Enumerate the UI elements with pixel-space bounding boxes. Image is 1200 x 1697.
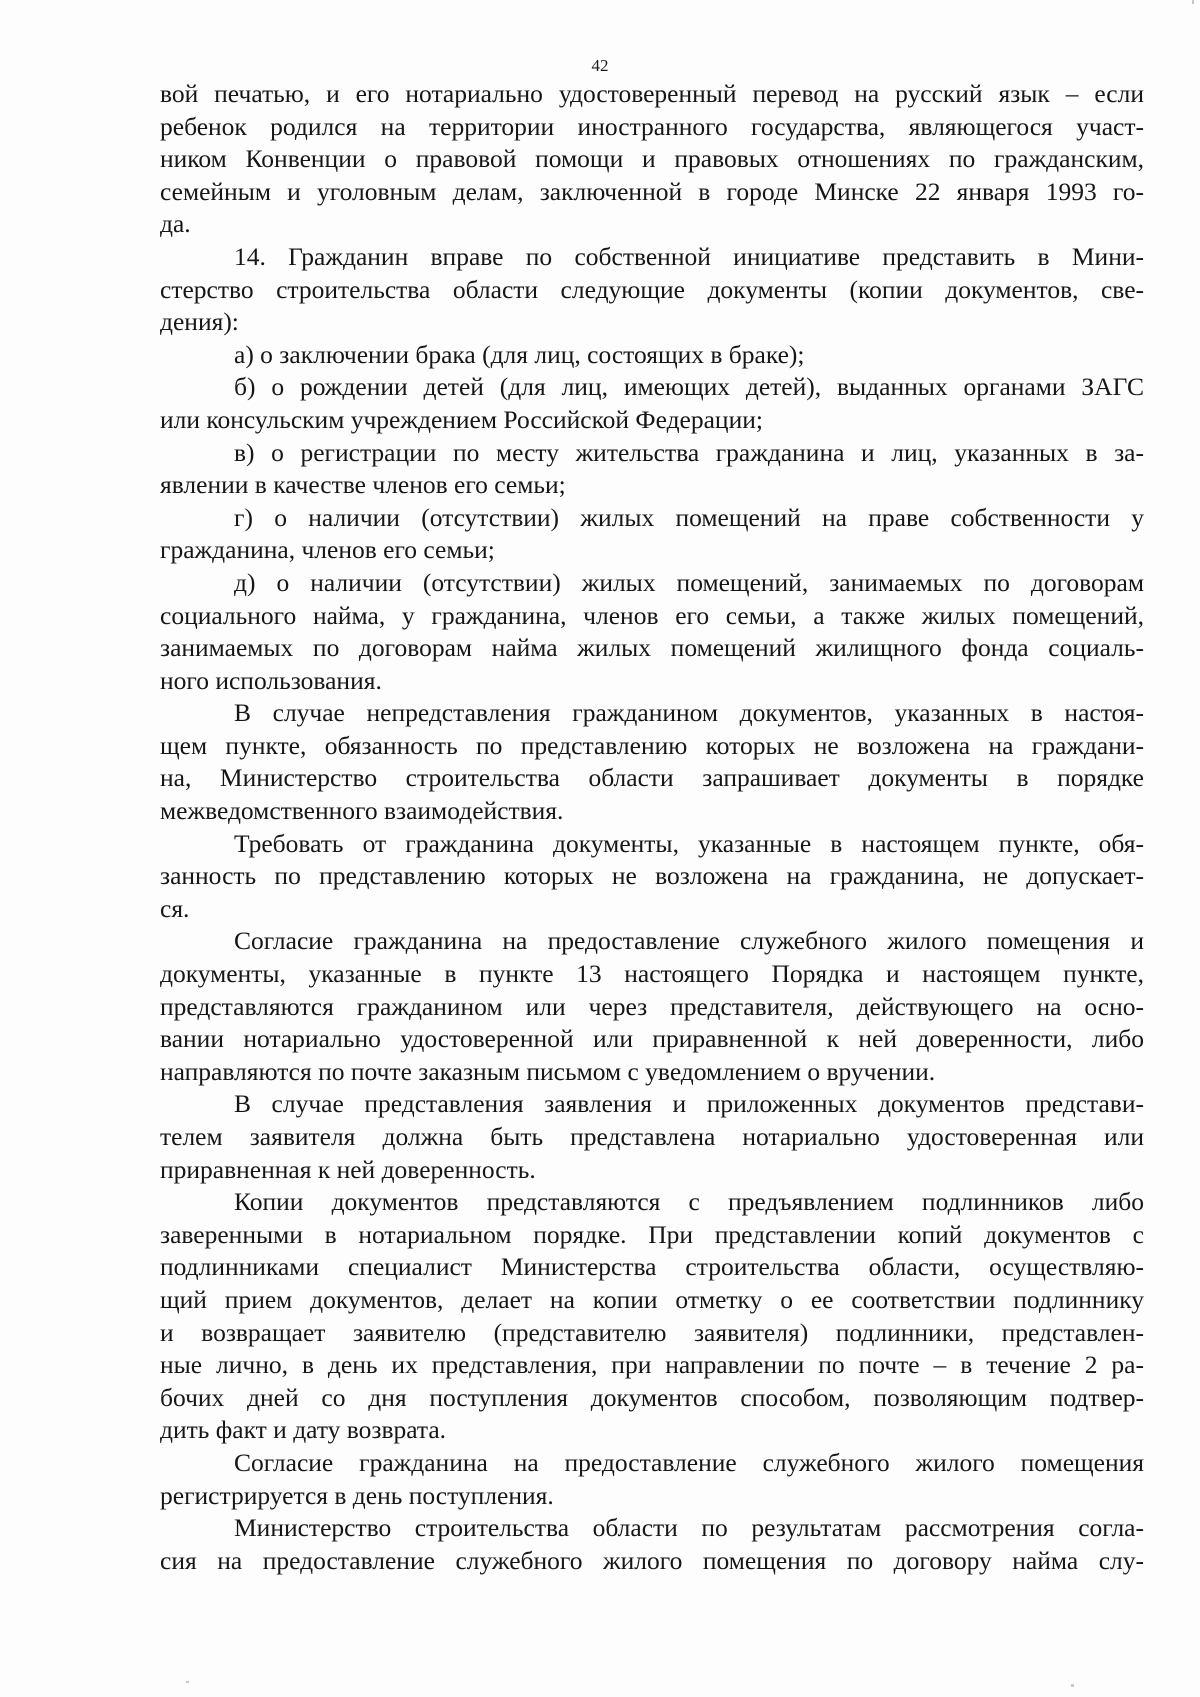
text-line: занность по представлению которых не возложена на гражданина, не допускает-: [160, 861, 1144, 891]
text-line: б) о рождении детей (для лиц, имеющих детей), выданных органами ЗАГС: [234, 372, 1144, 402]
text-line: Министерство строительства области по результатам рассмотрения согла-: [234, 1513, 1144, 1543]
scan-artifact-top-right: [1192, 0, 1194, 4]
text-line: телем заявителя должна быть представлена нотариально удостоверенная или: [160, 1122, 1144, 1151]
text-line: представляются гражданином или через представителя, действующего на осно-: [160, 991, 1144, 1021]
text-line: бочих дней со дня поступления документов способом, позволяющим подтвер-: [160, 1382, 1144, 1412]
scan-artifact-bottom-left: [186, 1681, 189, 1683]
text-line: на, Министерство строительства области запрашивает документы в порядке: [160, 763, 1144, 793]
text-line: социального найма, у гражданина, членов его семьи, а также жилых помещений,: [160, 600, 1144, 630]
paragraph: [160, 925, 1144, 1088]
text-line: дить факт и дату возврата.: [160, 1415, 447, 1445]
text-line: щий прием документов, делает на копии отметку о ее соответствии подлиннику: [160, 1284, 1144, 1314]
text-line: ного использования.: [160, 665, 382, 695]
text-line: дения):: [160, 307, 239, 337]
paragraph: [160, 828, 1144, 926]
text-line: регистрируется в день поступления.: [160, 1480, 554, 1510]
text-line: Согласие гражданина на предоставление служебного жилого помещения и: [234, 926, 1144, 956]
text-line: Согласие гражданина на предоставление служебного жилого помещения: [234, 1447, 1144, 1477]
text-line: 14. Гражданин вправе по собственной инициативе представить в Мини-: [234, 241, 1144, 271]
text-line: направляются по почте заказным письмом с уведомлением о вручении.: [160, 1056, 936, 1086]
page-number: 42: [591, 56, 609, 75]
text-line: стерство строительства области следующие документы (копии документов, све-: [160, 274, 1144, 304]
paragraph: [160, 502, 1144, 567]
text-line: явлении в качестве членов его семьи;: [160, 470, 566, 500]
text-line: вании нотариально удостоверенной или приравненной к ней доверенности, либо: [160, 1024, 1144, 1054]
paragraph: [160, 437, 1144, 502]
paragraph: [160, 1088, 1144, 1186]
text-line: г) о наличии (отсутствии) жилых помещений на праве собственности у: [234, 502, 1144, 532]
document-body: [160, 78, 1144, 1577]
text-line: гражданина, членов его семьи;: [160, 535, 495, 565]
text-line: да.: [160, 209, 191, 239]
paragraph: [160, 339, 1144, 372]
text-line: сия на предоставление служебного жилого помещения по договору найма слу-: [160, 1545, 1144, 1575]
text-line: в) о регистрации по месту жительства гражданина и лиц, указанных в за-: [234, 437, 1144, 467]
scan-artifact-bottom-right: [1071, 1684, 1074, 1687]
text-line: В случае непредставления гражданином документов, указанных в настоя-: [234, 698, 1144, 728]
text-line: ся.: [160, 893, 190, 923]
text-line: щем пункте, обязанность по представлению которых не возложена на граждани-: [160, 730, 1144, 760]
paragraph: [160, 1186, 1144, 1447]
paragraph: [160, 697, 1144, 827]
paragraph: [160, 1512, 1144, 1577]
text-line: ные лично, в день их представления, при направлении по почте – в течение 2 ра-: [160, 1350, 1144, 1380]
text-line: ником Конвенции о правовой помощи и правовых отношениях по гражданским,: [160, 144, 1144, 174]
text-line: подлинниками специалист Министерства строительства области, осуществляю-: [160, 1252, 1144, 1282]
text-line: или консульским учреждением Российской Федерации;: [160, 404, 763, 434]
text-line: документы, указанные в пункте 13 настоящего Порядка и настоящем пункте,: [160, 959, 1144, 989]
text-line: ребенок родился на территории иностранного государства, являющегося участ-: [160, 111, 1144, 141]
text-line: заверенными в нотариальном порядке. При представлении копий документов с: [160, 1219, 1144, 1249]
text-line: межведомственного взаимодействия.: [160, 796, 564, 826]
paragraph: [160, 1447, 1144, 1512]
paragraph: [160, 567, 1144, 697]
text-line: приравненная к ней доверенность.: [160, 1154, 536, 1184]
paragraph: [160, 78, 1144, 241]
paragraph: [160, 241, 1144, 339]
text-line: В случае представления заявления и приложенных документов представи-: [234, 1089, 1144, 1119]
text-line: д) о наличии (отсутствии) жилых помещений, занимаемых по договорам: [234, 567, 1144, 597]
text-line: занимаемых по договорам найма жилых помещений жилищного фонда социаль-: [160, 633, 1144, 663]
text-line: и возвращает заявителю (представителю заявителя) подлинники, представлен-: [160, 1317, 1144, 1347]
text-line: а) о заключении брака (для лиц, состоящих в браке);: [234, 339, 805, 369]
text-line: семейным и уголовным делам, заключенной в городе Минске 22 января 1993 го-: [160, 176, 1144, 206]
text-line: Требовать от гражданина документы, указанные в настоящем пункте, обя-: [234, 828, 1144, 858]
text-line: Копии документов представляются с предъявлением подлинников либо: [234, 1187, 1144, 1217]
text-line: вой печатью, и его нотариально удостоверенный перевод на русский язык – если: [160, 79, 1144, 108]
paragraph: [160, 371, 1144, 436]
